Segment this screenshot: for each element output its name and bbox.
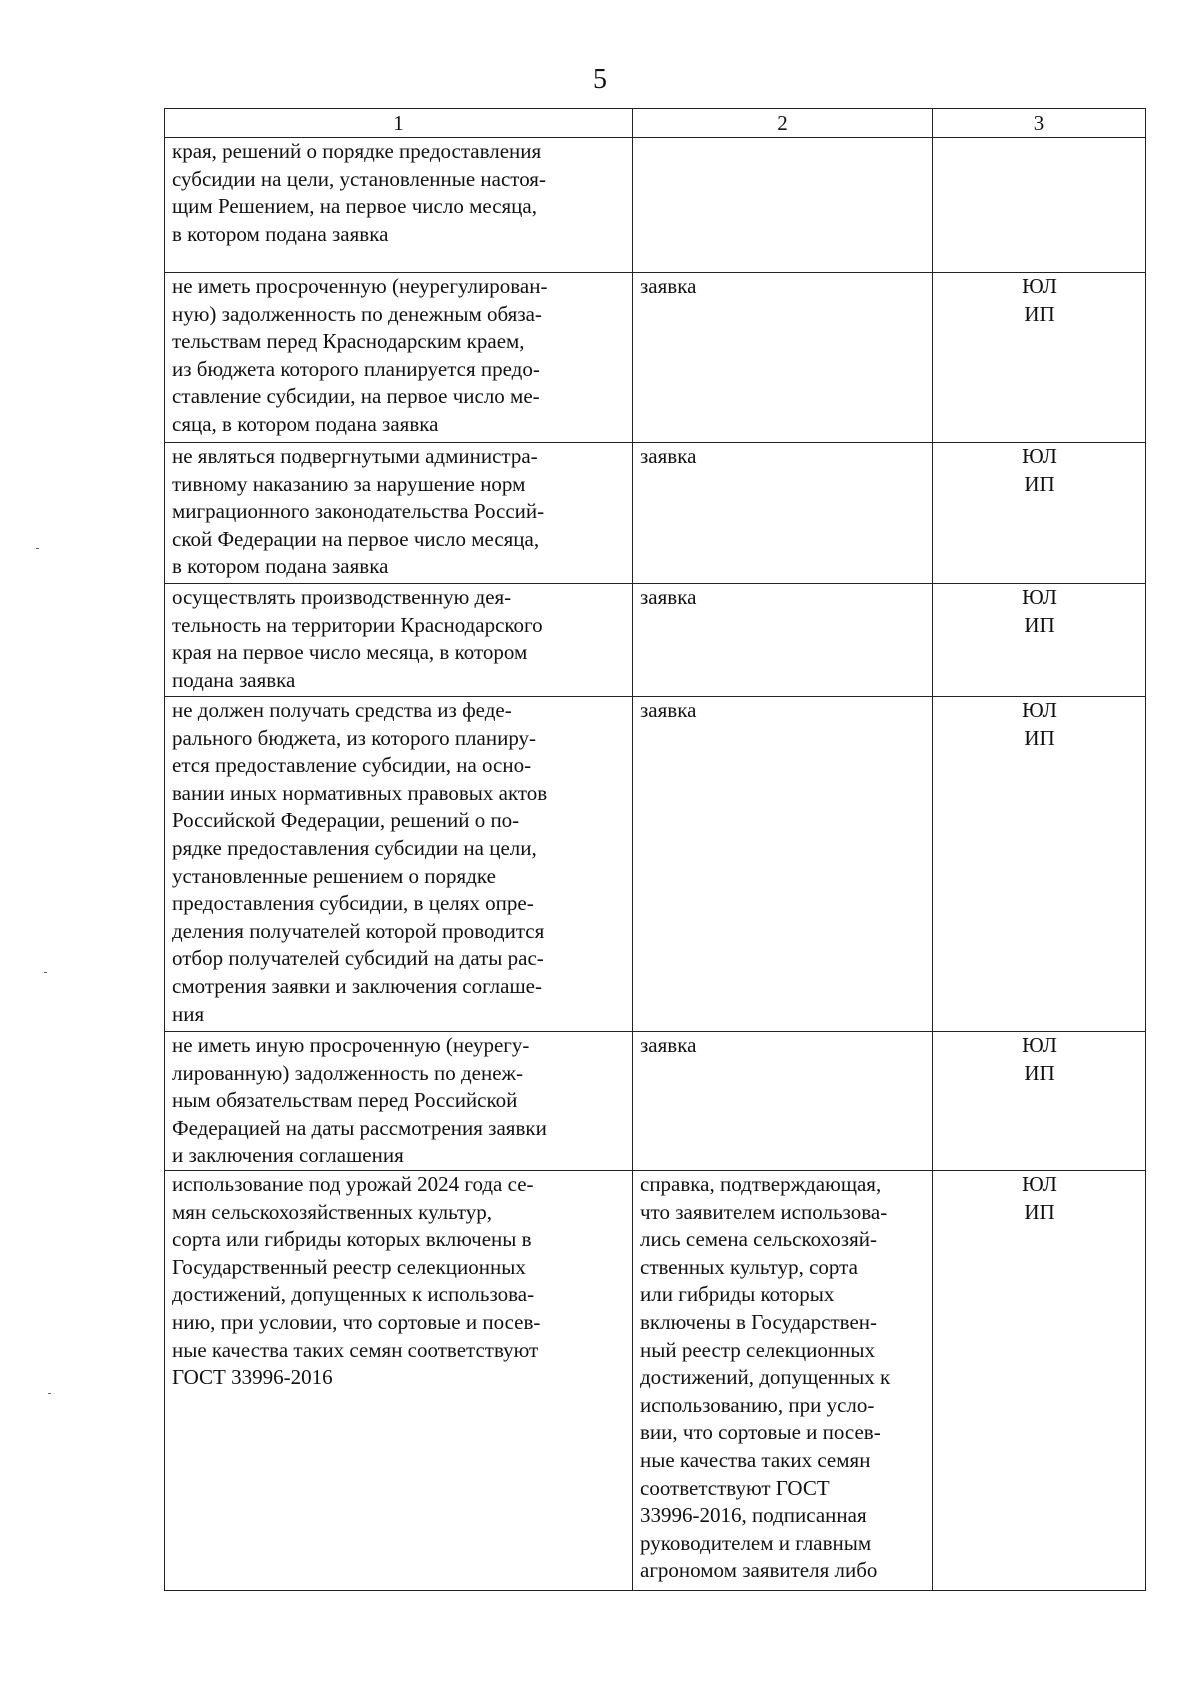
criterion-cell: не иметь просроченную (неурегулирован- ную) задолженность по денежным обяза- тельствам перед Краснодарским краем, из бюджета которого планируется предо- ставление субсидии, на первое число ме- сяца, в котором подана заявка bbox=[165, 273, 633, 443]
categories-cell: ЮЛ ИП bbox=[933, 1032, 1146, 1171]
table-row bbox=[165, 697, 1146, 1032]
table-header-row bbox=[165, 109, 1146, 138]
requirements-table bbox=[164, 108, 1146, 1591]
column-header-1: 1 bbox=[165, 109, 633, 138]
column-header-2: 2 bbox=[633, 109, 933, 138]
categories-cell: ЮЛ ИП bbox=[933, 1170, 1146, 1590]
scan-margin-mark bbox=[44, 972, 47, 973]
categories-cell: ЮЛ ИП bbox=[933, 584, 1146, 697]
table-row bbox=[165, 443, 1146, 584]
document-cell: заявка bbox=[633, 443, 933, 584]
categories-cell: ЮЛ ИП bbox=[933, 273, 1146, 443]
column-header-3: 3 bbox=[933, 109, 1146, 138]
categories-cell: ЮЛ ИП bbox=[933, 697, 1146, 1032]
table-row bbox=[165, 1032, 1146, 1171]
document-cell: справка, подтверждающая, что заявителем использова- лись семена сельскохозяй- ственных культур, сорта или гибриды которых включены в Государствен- ный реестр селекционных достижений, допущенных к использованию, при усло- вии, что сортовые и посев- ные качества таких семян соответствуют ГОСТ 33996-2016, подписанная руководителем и главным агрономом заявителя либо bbox=[633, 1170, 933, 1590]
scan-margin-mark bbox=[48, 1393, 51, 1394]
criterion-cell: осуществлять производственную дея- тельность на территории Краснодарского края на первое число месяца, в котором подана заявка bbox=[165, 584, 633, 697]
table-row bbox=[165, 273, 1146, 443]
criterion-cell: использование под урожай 2024 года се- мян сельскохозяйственных культур, сорта или гибриды которых включены в Государственный реестр селекционных достижений, допущенных к использова- нию, при условии, что сортовые и посев- ные качества таких семян соответствуют ГОСТ 33996-2016 bbox=[165, 1170, 633, 1590]
page-number: 5 bbox=[593, 64, 607, 95]
document-cell: заявка bbox=[633, 1032, 933, 1171]
table-row bbox=[165, 138, 1146, 273]
table-row bbox=[165, 584, 1146, 697]
criterion-cell: не иметь иную просроченную (неурегу- лированную) задолженность по денеж- ным обязательствам перед Российской Федерацией на даты рассмотрения заявки и заключения соглашения bbox=[165, 1032, 633, 1171]
table-row bbox=[165, 1170, 1146, 1590]
criterion-cell: не должен получать средства из феде- рального бюджета, из которого планиру- ется предоставление субсидии, на осно- вании иных нормативных правовых актов Российской Федерации, решений о по- рядке предоставления субсидии на цели, установленные решением о порядке предоставления субсидии, в целях опре- деления получателей которой проводится отбор получателей субсидий на даты рас- смотрения заявки и заключения соглаше- ния bbox=[165, 697, 633, 1032]
criterion-cell: не являться подвергнутыми администра- тивному наказанию за нарушение норм миграционного законодательства Россий- ской Федерации на первое число месяца, в котором подана заявка bbox=[165, 443, 633, 584]
categories-cell bbox=[933, 138, 1146, 273]
document-cell: заявка bbox=[633, 273, 933, 443]
scan-margin-mark bbox=[36, 548, 39, 549]
document-cell: заявка bbox=[633, 584, 933, 697]
document-cell: заявка bbox=[633, 697, 933, 1032]
criterion-cell: края, решений о порядке предоставления субсидии на цели, установленные настоя- щим Решением, на первое число месяца, в котором подана заявка bbox=[165, 138, 633, 273]
categories-cell: ЮЛ ИП bbox=[933, 443, 1146, 584]
document-cell bbox=[633, 138, 933, 273]
